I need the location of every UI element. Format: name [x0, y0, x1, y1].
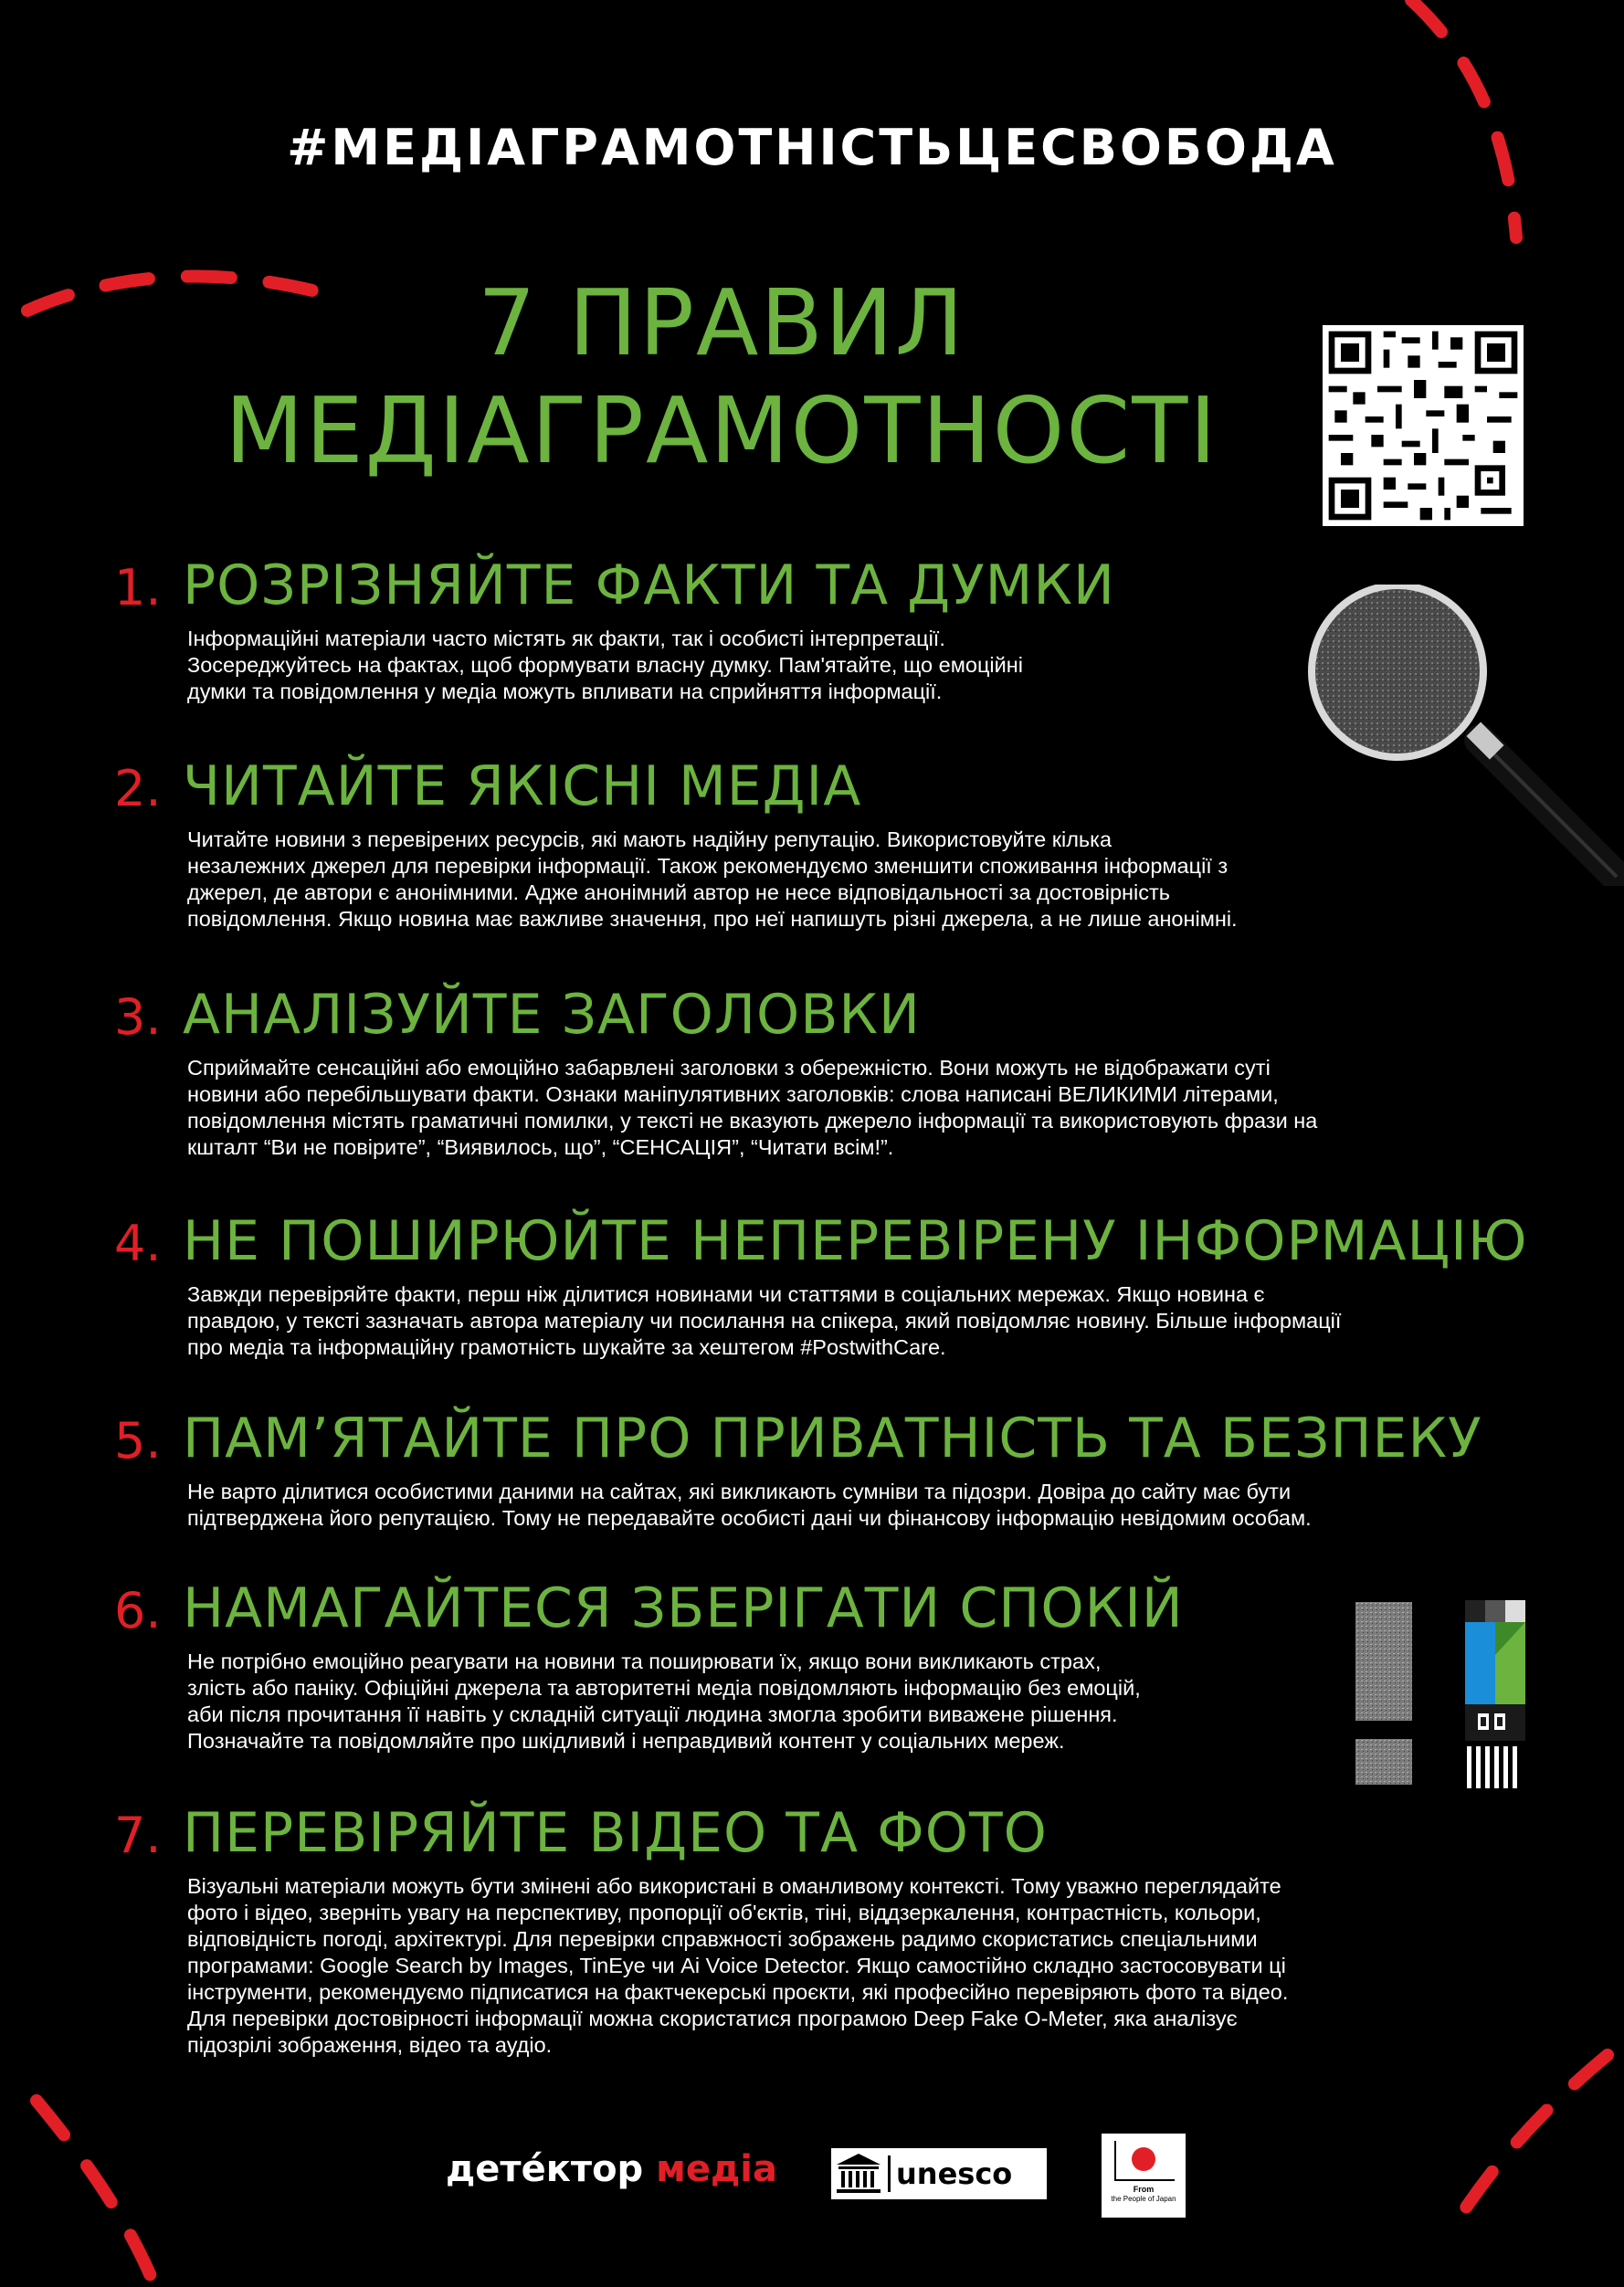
- qr-code-icon[interactable]: [1323, 325, 1524, 526]
- magnifier-icon: [1260, 585, 1624, 886]
- rule-text: Візуальні матеріали можуть бути змінені або використані в оманливому контексті. Тому уважно переглядайте фото і відео, зверніть увагу на перспективу, пропорції об'єктів, тіні, віддзеркалення, контрастність, кольори, відповідність погоді, архітектурі. Для перевірки справжності зображень радимо скористатись спеціальними програмами: Google Search by Images, TinEye чи Ai Voice Detector. Якщо самостійно складно застосовувати ці інструменти, рекомендуємо підписатися на фактчекерські проєкти, які професійно перевіряють фото та відео. Для перевірки достовірності інформації можна скористатися програмою Deep Fake O-Meter, яка аналізує підозрілі зображення, відео та аудіо.: [187, 1874, 1289, 2057]
- logo-detector-media: [446, 2148, 777, 2190]
- hashtag: #МЕДІАГРАМОТНІСТЬЦЕСВОБОДА: [287, 119, 1337, 176]
- rule-number: 1.: [114, 559, 162, 617]
- rule-number: 3.: [114, 988, 162, 1046]
- media-text: медіа: [656, 2148, 777, 2190]
- rule-heading: РОЗРІЗНЯЙТЕ ФАКТИ ТА ДУМКИ: [183, 553, 1115, 617]
- rule-text: Завжди перевіряйте факти, перш ніж ділитися новинами чи статтями в соціальних мережах. Якщо новина є правдою, у тексті зазначать автора матеріалу чи посилання на спікера, який повідомляє новину. Більше інформації про медіа та інформаційну грамотність шукайте за хештегом #PostwithCare.: [187, 1282, 1342, 1359]
- unesco-text: unesco: [896, 2156, 1013, 2191]
- unesco-temple-icon: [831, 2148, 886, 2199]
- rule-text: Читайте новини з перевірених ресурсів, які мають надійну репутацію. Використовуйте кілька незалежних джерел для перевірки інформації. Також рекомендуємо зменшити споживання інформації з джерел, де автори є анонімними. Адже анонімний автор не несе відповідальності за достовірність повідомлення. Якщо новина має важливе значення, про неї напишуть різні джерела, а не лише анонімні.: [187, 827, 1238, 931]
- rule-heading: ПЕРЕВІРЯЙТЕ ВІДЕО ТА ФОТО: [183, 1801, 1048, 1865]
- rule-heading: ПАМ’ЯТАЙТЕ ПРО ПРИВАТНІСТЬ ТА БЕЗПЕКУ: [183, 1407, 1482, 1470]
- rule-heading: ЧИТАЙТЕ ЯКІСНІ МЕДІА: [183, 754, 862, 818]
- japan-flag-icon: [1102, 2134, 1186, 2185]
- logo-japan: [1102, 2134, 1186, 2218]
- rule-text: Інформаційні матеріали часто містять як факти, так і особисті інтерпретації. Зосереджуйтесь на фактах, щоб формувати власну думку. Пам'ятайте, що емоційні думки та повідомлення у медіа можуть впливати на сприйняття інформації.: [187, 627, 1023, 703]
- rule-number: 5.: [114, 1412, 162, 1470]
- exclamation-icon: [1355, 1602, 1414, 1785]
- title-line-2: МЕДІАГРАМОТНОСТІ: [225, 377, 1218, 484]
- rule-text: Сприймайте сенсаційні або емоційно забарвлені заголовки з обережністю. Вони можуть не відображати суті новини або перебільшувати факти. Ознаки маніпулятивних заголовків: слова написані ВЕЛИКИМИ літерами, повідомлення містять граматичні помилки, у тексті не вказують джерело інформації та використовують фрази на кшталт “Ви не повірите”, “Виявилось, що”, “СЕНСАЦІЯ”, “Читати всім!”.: [187, 1056, 1318, 1159]
- rule-heading: НАМАГАЙТЕСЯ ЗБЕРІГАТИ СПОКІЙ: [183, 1576, 1184, 1640]
- rule-text: Не варто ділитися особистими даними на сайтах, які викликають сумніви та підозри. Довіра до сайту має бути підтверджена його репутацією. Тому не передавайте особисті дані чи фінансову інформацію невідомим особам.: [187, 1480, 1312, 1530]
- detector-text: детéктор: [446, 2148, 644, 2190]
- page-title: [146, 269, 1297, 485]
- rule-number: 4.: [114, 1215, 162, 1272]
- rule-heading: НЕ ПОШИРЮЙТЕ НЕПЕРЕВІРЕНУ ІНФОРМАЦІЮ: [183, 1209, 1528, 1273]
- rule-number: 6.: [114, 1582, 162, 1639]
- title-line-1: 7 ПРАВИЛ: [478, 269, 965, 376]
- rule-text: Не потрібно емоційно реагувати на новини та поширювати їх, якщо вони викликають страх, злість або паніку. Офіційні джерела та авторитетні медіа повідомляють інформацію без емоцій, аби після прочитання її навіть у складній ситуації людина змогла зробити виважене рішення. Позначайте та повідомляйте про шкідливий і неправдивий контент у соціальних мереж.: [187, 1649, 1141, 1753]
- rule-number: 7.: [114, 1807, 162, 1864]
- logo-unesco: [831, 2148, 1047, 2199]
- japan-caption-1: From: [1133, 2185, 1155, 2194]
- rule-number: 2.: [114, 760, 162, 817]
- rule-heading: АНАЛІЗУЙТЕ ЗАГОЛОВКИ: [183, 983, 921, 1047]
- pencil-icon: [1465, 1600, 1525, 1788]
- japan-caption-2: the People of Japan: [1111, 2195, 1176, 2203]
